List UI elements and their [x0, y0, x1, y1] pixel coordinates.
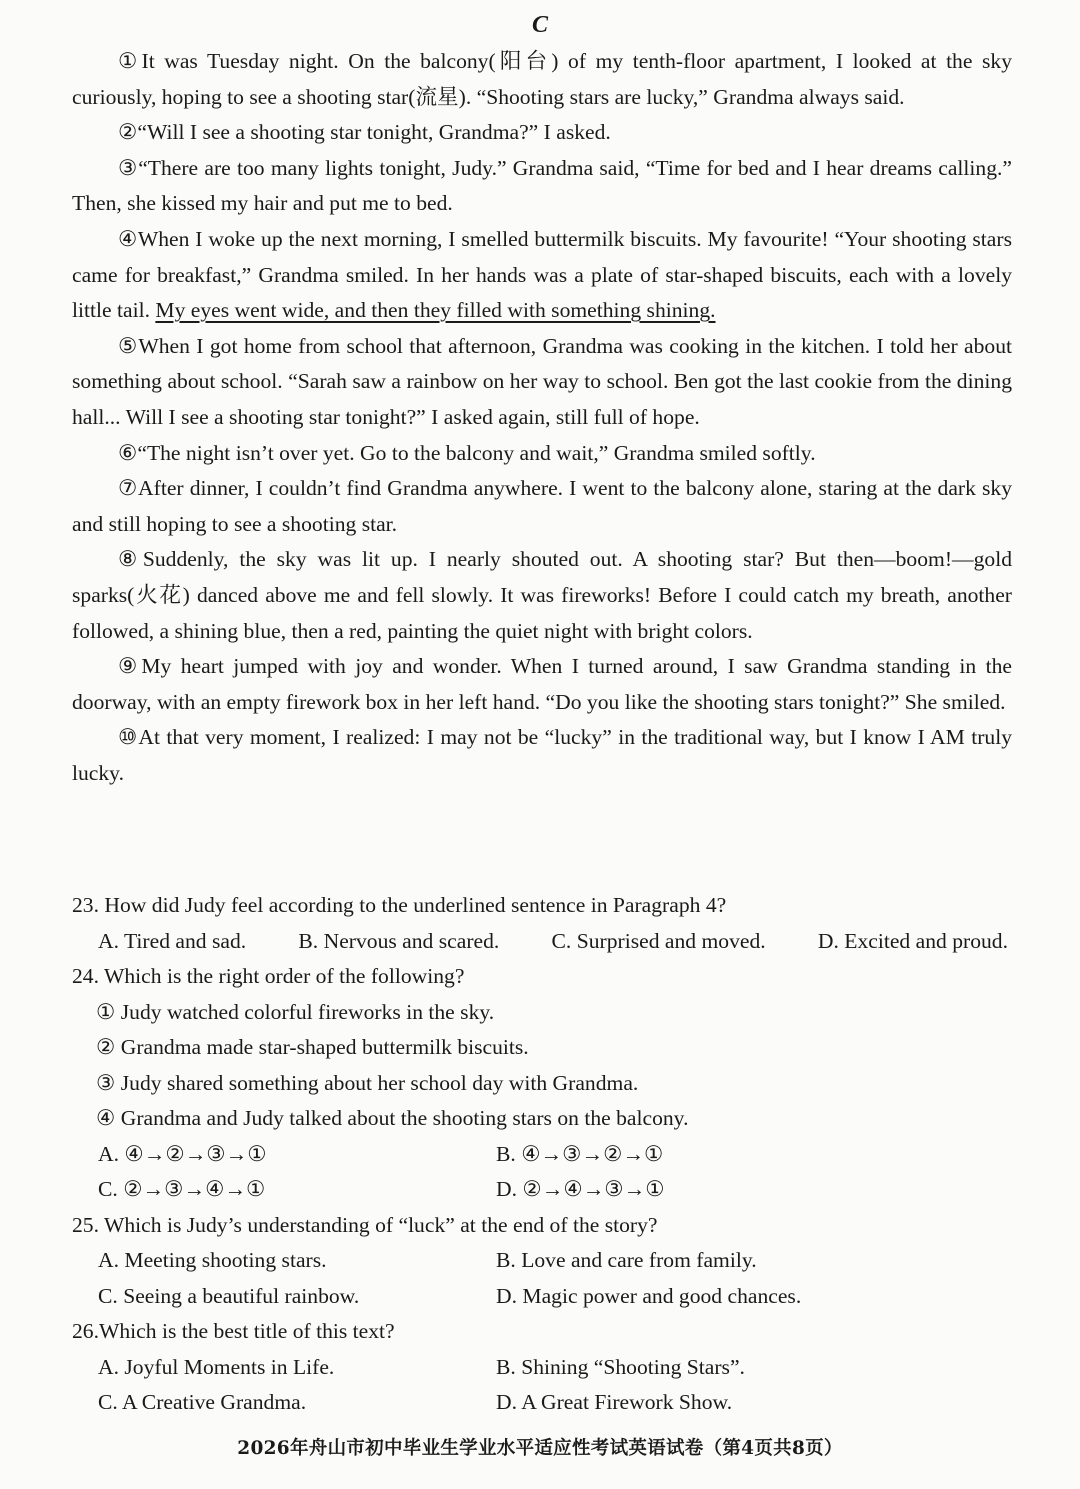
option-d: D. ②→④→③→① — [496, 1177, 665, 1201]
event-item: ① Judy watched colorful fireworks in the sky. — [96, 999, 495, 1024]
option-d: D. Magic power and good chances. — [496, 1283, 802, 1308]
paragraph-10: ⑩At that very moment, I realized: I may not be “lucky” in the traditional way, but I know I AM truly lucky. — [72, 725, 1012, 785]
option-d: D. Excited and proud. — [817, 928, 1008, 953]
question-stem: 24. Which is the right order of the following? — [72, 964, 465, 988]
option-c: C. Seeing a beautiful rainbow. — [98, 1283, 360, 1308]
question-stem: 25. Which is Judy’s understanding of “luck” at the end of the story? — [72, 1212, 658, 1237]
paragraph-2: ②“Will I see a shooting star tonight, Grandma?” I asked. — [118, 120, 611, 145]
question-stem: 26.Which is the best title of this text? — [72, 1319, 395, 1343]
paragraph-7: ⑦After dinner, I couldn’t find Grandma anywhere. I went to the balcony alone, staring at the dark sky and still hoping to see a shooting star. — [72, 476, 1012, 536]
paragraph-4 — [72, 222, 1012, 329]
option-b: B. Nervous and scared. — [298, 928, 500, 953]
underlined-sentence: My eyes went wide, and then they filled with something shining. — [155, 298, 716, 323]
question-section — [72, 888, 1022, 1421]
paragraph-5: ⑤When I got home from school that afternoon, Grandma was cooking in the kitchen. I told her about something about school. “Sarah saw a rainbow on her way to school. Ben got the last cookie from the dining hall... Will I see a shooting star tonight?” I asked again, still full of hope. — [72, 333, 1012, 429]
question-23 — [72, 888, 1022, 959]
option-c: C. Surprised and moved. — [551, 928, 766, 953]
option-b: B. Shining “Shooting Stars”. — [496, 1354, 745, 1379]
paragraph-3: ③“There are too many lights tonight, Judy.” Grandma said, “Time for bed and I hear dreams calling.” Then, she kissed my hair and put me to bed. — [72, 155, 1012, 216]
section-heading: C — [531, 12, 548, 38]
options — [72, 1350, 1022, 1421]
options — [72, 924, 1008, 960]
options — [72, 1137, 1022, 1208]
paragraph-8: ⑧Suddenly, the sky was lit up. I nearly shouted out. A shooting star? But then—boom!—gold sparks(火花) danced above me and fell slowly. It was fireworks! Before I could catch my breath, another followed, a shining blue, then a red, painting the quiet night with bright colors. — [72, 547, 1012, 643]
event-item: ② Grandma made star-shaped buttermilk biscuits. — [96, 1035, 529, 1059]
option-a: A. ④→②→③→① — [98, 1141, 267, 1166]
options — [72, 1243, 1022, 1314]
reading-passage — [72, 44, 1012, 791]
page-footer: 2026年舟山市初中毕业生学业水平适应性考试英语试卷（第4页共8页） — [237, 1438, 843, 1459]
question-stem: 23. How did Judy feel according to the underlined sentence in Paragraph 4? — [72, 893, 727, 917]
paragraph-1: ①It was Tuesday night. On the balcony(阳台) of my tenth-floor apartment, I looked at the sky curiously, hoping to see a shooting star(流星). “Shooting stars are lucky,” Grandma always said. — [72, 49, 1012, 109]
question-24 — [72, 959, 1022, 1208]
option-b: B. ④→③→②→① — [496, 1141, 664, 1166]
option-b: B. Love and care from family. — [496, 1248, 757, 1272]
question-26 — [72, 1314, 1022, 1421]
paragraph-9: ⑨My heart jumped with joy and wonder. When I turned around, I saw Grandma standing in the doorway, with an empty firework box in her left hand. “Do you like the shooting stars tonight?” She smiled. — [72, 654, 1012, 714]
option-a: A. Joyful Moments in Life. — [98, 1354, 335, 1379]
event-list — [72, 995, 1022, 1137]
event-item: ③ Judy shared something about her school day with Grandma. — [96, 1070, 639, 1095]
option-d: D. A Great Firework Show. — [496, 1390, 733, 1414]
option-c: C. A Creative Grandma. — [98, 1390, 307, 1414]
event-item: ④ Grandma and Judy talked about the shooting stars on the balcony. — [96, 1106, 689, 1130]
paragraph-4-text: ④When I woke up the next morning, I smelled buttermilk biscuits. My favourite! “Your shooting stars came for breakfast,” Grandma smiled. In her hands was a plate of star-shaped biscuits, each with a lovely little tail. — [72, 226, 1012, 323]
option-a: A. Meeting shooting stars. — [98, 1248, 327, 1272]
option-a: A. Tired and sad. — [98, 928, 247, 953]
option-c: C. ②→③→④→① — [98, 1177, 266, 1201]
paragraph-6: ⑥“The night isn’t over yet. Go to the balcony and wait,” Grandma smiled softly. — [118, 440, 816, 465]
question-25 — [72, 1208, 1022, 1315]
